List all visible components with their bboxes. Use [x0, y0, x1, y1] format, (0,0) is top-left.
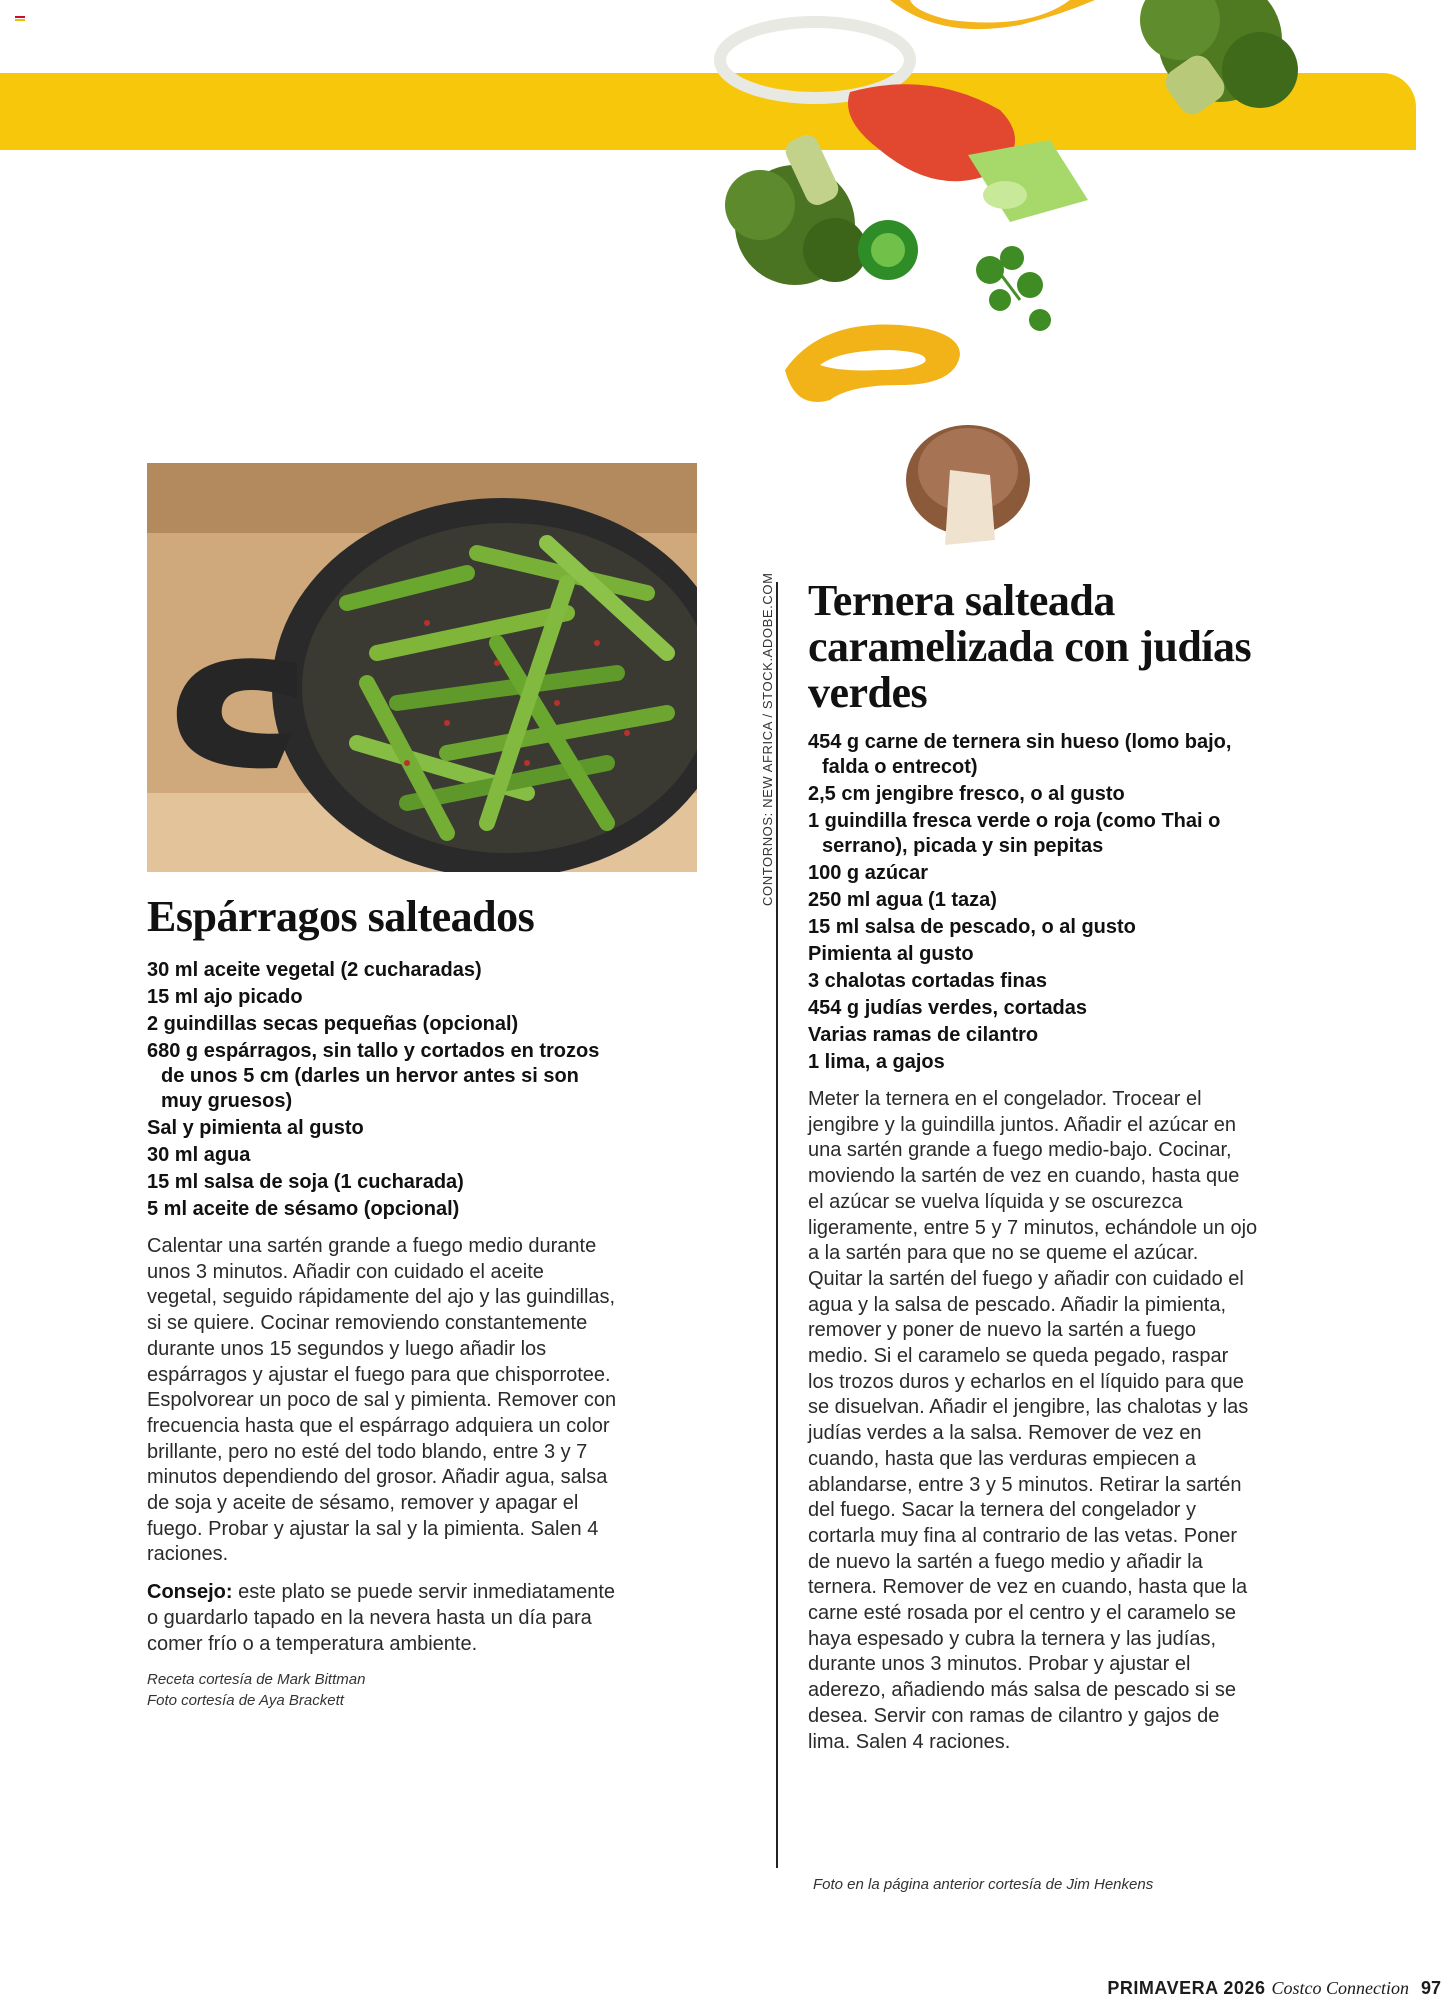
ingredient-item: 15 ml ajo picado [147, 986, 303, 1008]
page-footer [1041, 1977, 1441, 2000]
recipe-tip [147, 1580, 617, 1657]
tip-text: este plato se puede servir inmediatamente o guardarlo tapado en la nevera hasta un día para comer frío o a temperatura ambiente. [147, 1581, 616, 1655]
previous-page-photo-credit: Foto en la página anterior cortesía de Jim Henkens [813, 1876, 1154, 1893]
vertical-photo-credit: CONTORNOS: NEW AFRICA / STOCK.ADOBE.COM [760, 572, 775, 906]
recipe-title: Ternera salteada caramelizada con judías verdes [808, 576, 1252, 717]
green-pepper-ring [858, 220, 918, 280]
recipe-credits [147, 1669, 617, 1711]
yellow-pepper-ring [785, 325, 960, 402]
ingredient-item: 454 g judías verdes, cortadas [808, 997, 1088, 1019]
recipe-right [808, 578, 1258, 1755]
recipe-credit: Receta cortesía de Mark Bittman [147, 1671, 366, 1689]
ingredient-list [147, 958, 617, 1222]
celery-piece [968, 140, 1088, 222]
ingredient-item: 1 guindilla fresca verde o roja (como Thai o serrano), picada y sin pepitas [808, 810, 1221, 857]
photo-credit: Foto cortesía de Aya Brackett [147, 1692, 344, 1710]
ingredient-item: Varias ramas de cilantro [808, 1024, 1039, 1046]
tip-label: Consejo: [147, 1581, 233, 1604]
broccoli-floret-left [725, 131, 867, 285]
ingredient-list [808, 730, 1258, 1075]
ingredient-item: 250 ml agua (1 taza) [808, 889, 997, 911]
yellow-pepper-slice [890, 0, 1095, 29]
ingredient-item: 15 ml salsa de pescado, o al gusto [808, 916, 1136, 938]
mushroom [906, 425, 1030, 545]
column-divider [776, 582, 778, 1868]
recipe-method: Calentar una sartén grande a fuego medio durante unos 3 minutos. Añadir con cuidado el aceite vegetal, seguido rápidamente del ajo y las guindillas, si se quiere. Cocinar removiendo constantemente durante unos 15 segundos y luego añadir los espárragos y ajustar el fuego para que chisporrotee. Espolvorear un poco de sal y pimienta. Remover con frecuencia hasta que el espárrago adquiera un color brillante, pero no esté del todo blando, entre 3 y 7 minutos dependiendo del grosor. Añadir agua, salsa de soja y aceite de sésamo, remover y apagar el fuego. Probar y ajustar la sal y la pimienta. Salen 4 raciones. [147, 1235, 617, 1566]
ingredient-item: 5 ml aceite de sésamo (opcional) [147, 1198, 460, 1220]
page-number: 97 [1420, 1978, 1441, 1998]
recipe-title: Espárragos salteados [147, 892, 535, 941]
ingredient-item: 680 g espárragos, sin tallo y cortados en trozos de unos 5 cm (darles un hervor antes si son muy gruesos) [147, 1040, 600, 1112]
issue-season: PRIMAVERA 2026 [1107, 1978, 1266, 1998]
ingredient-item: Sal y pimienta al gusto [147, 1117, 364, 1139]
recipe-method: Meter la ternera en el congelador. Trocear el jengibre y la guindilla juntos. Añadir el azúcar en una sartén grande a fuego medio-bajo. Cocinar, moviendo la sartén de vez en cuando, hasta que el azúcar se vuelva líquida y se oscurezca ligeramente, entre 5 y 7 minutos, echándole un ojo a la sartén para que no se queme el azúcar. Quitar la sartén del fuego y añadir con cuidado el agua y la salsa de pescado. Añadir la pimienta, remover y poner de nuevo la sartén a fuego medio. Si el caramelo se queda pegado, raspar los trozos duros y echarlos en el líquido para que se disuelvan. Añadir el jengibre, las chalotas y las judías verdes a la salsa. Remover de vez en cuando, hasta que las verduras empiecen a ablandarse, entre 3 y 5 minutos. Retirar la sartén del fuego. Sacar la ternera del congelador y cortarla muy fina al contrario de las vetas. Poner de nuevo la sartén a fuego medio y añadir la ternera. Remover de vez en cuando, hasta que la carne esté rosada por el centro y el caramelo se haya espesado y cubra la ternera y las judías, durante unos 3 minutos. Probar y ajustar el aderezo, añadiendo más salsa de pescado si se desea. Servir con ramas de cilantro y gajos de lima. Salen 4 raciones. [808, 1088, 1258, 1753]
ingredient-item: 2,5 cm jengibre fresco, o al gusto [808, 783, 1125, 805]
ingredient-item: 100 g azúcar [808, 862, 929, 884]
ingredient-item: 30 ml aceite vegetal (2 cucharadas) [147, 959, 482, 981]
ingredient-item: 3 chalotas cortadas finas [808, 970, 1047, 992]
parsley-sprig [976, 246, 1051, 331]
ingredient-item: 30 ml agua [147, 1144, 251, 1166]
broccoli-floret-right [1140, 0, 1298, 120]
flag-icon [15, 16, 25, 23]
magazine-name: Costco Connection [1271, 1978, 1409, 1998]
floating-vegetables-illustration [700, 0, 1340, 560]
ingredient-item: 2 guindillas secas pequeñas (opcional) [147, 1013, 519, 1035]
ingredient-item: 15 ml salsa de soja (1 cucharada) [147, 1171, 464, 1193]
ingredient-item: Pimienta al gusto [808, 943, 974, 965]
ingredient-item: 1 lima, a gajos [808, 1051, 945, 1073]
recipe-left [147, 890, 617, 1711]
ingredient-item: 454 g carne de ternera sin hueso (lomo bajo, falda o entrecot) [808, 731, 1232, 778]
asparagus-dish-photo [147, 463, 697, 872]
